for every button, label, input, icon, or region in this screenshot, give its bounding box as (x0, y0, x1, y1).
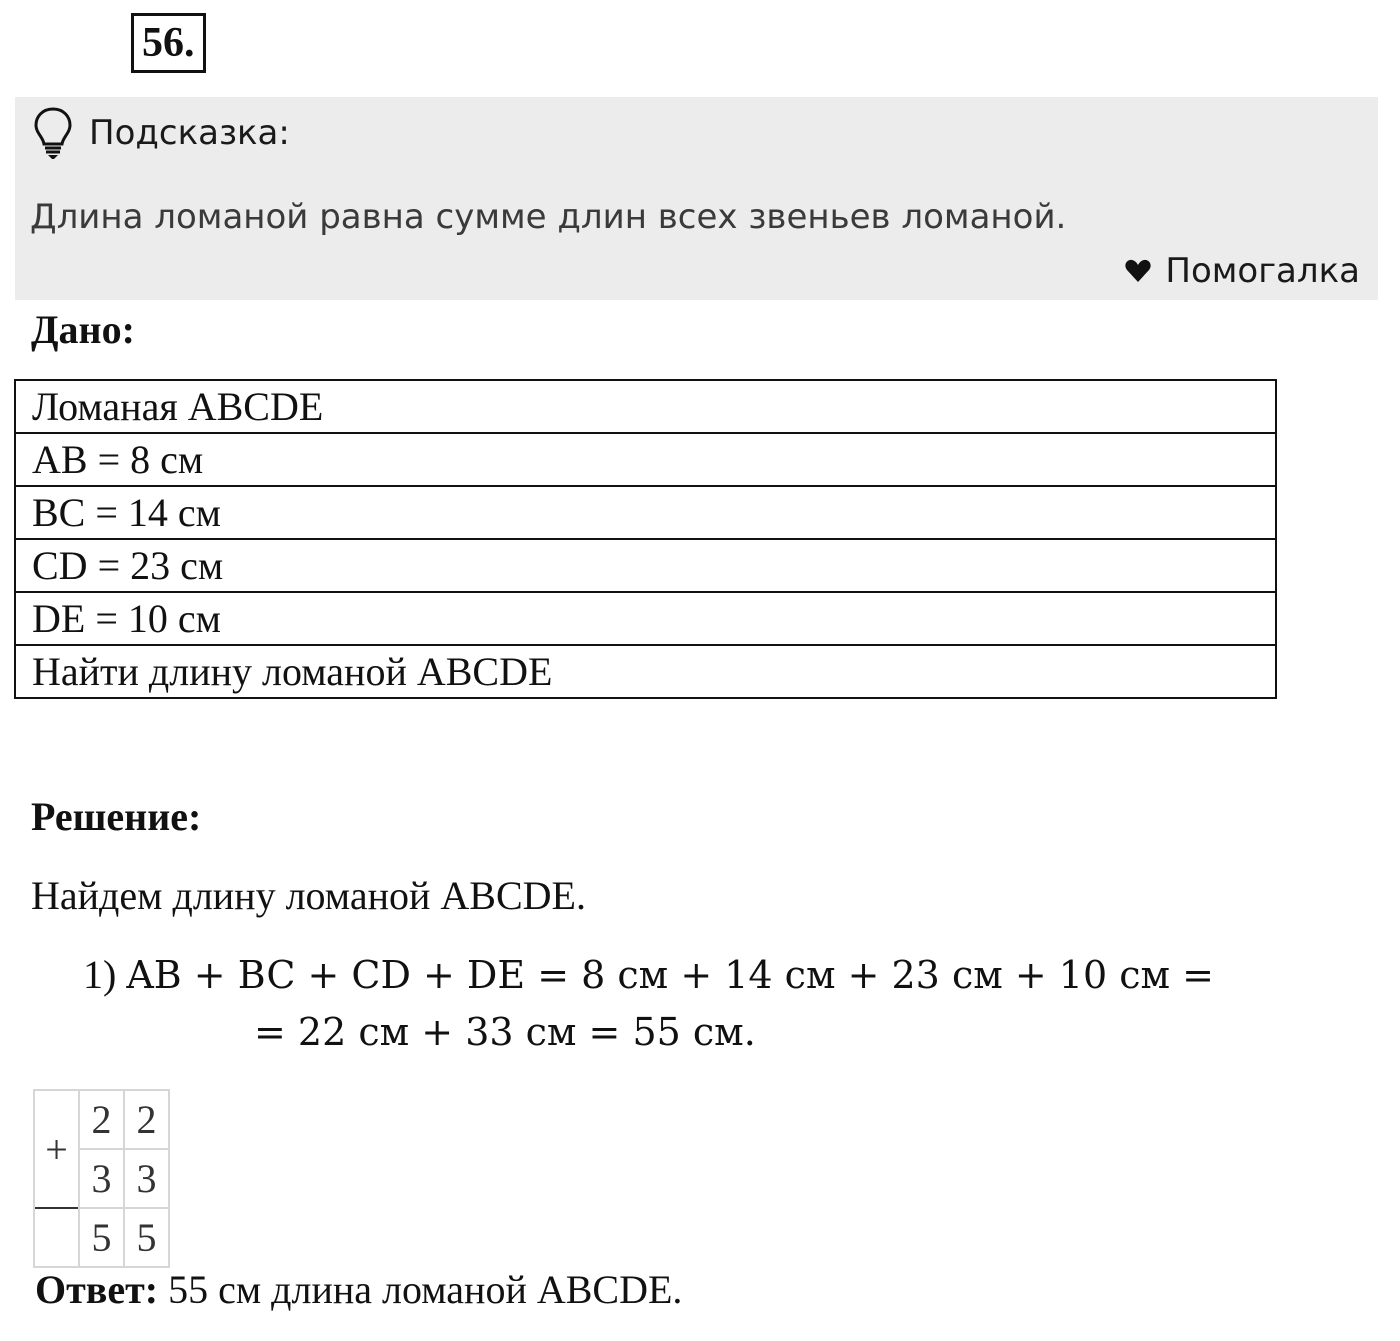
addend-2-digit-1: 3 (79, 1149, 124, 1208)
given-row-polyline: Ломаная ABCDE (15, 380, 1276, 433)
plus-sign: + (34, 1090, 79, 1208)
problem-number: 56. (131, 13, 206, 73)
sum-blank-cell (34, 1208, 79, 1267)
given-table (14, 379, 1277, 699)
given-title: Дано: (31, 307, 135, 352)
hint-header (33, 111, 290, 155)
hint-text: Длина ломаной равна сумме длин всех звеньев ломаной. (30, 197, 1067, 237)
step-equation-line-2: = 22 см + 33 см = 55 см. (254, 1010, 756, 1054)
given-row-de: DE = 10 см (15, 592, 1276, 645)
lightbulb-icon (33, 106, 73, 160)
solution-title: Решение: (31, 794, 202, 839)
addend-1-digit-1: 2 (79, 1090, 124, 1149)
sum-digit-1: 5 (79, 1208, 124, 1267)
answer (35, 1266, 682, 1313)
heart-icon (1125, 259, 1151, 283)
hint-box (15, 97, 1378, 300)
given-row-ab: AB = 8 см (15, 433, 1276, 486)
given-row-find: Найти длину ломаной ABCDE (15, 645, 1276, 698)
step-equation-line-1: AB + BC + CD + DE = 8 см + 14 см + 23 см + 10 см = (126, 953, 1214, 997)
addend-1-digit-2: 2 (124, 1090, 169, 1149)
sum-digit-2: 5 (124, 1208, 169, 1267)
given-row-cd: CD = 23 см (15, 539, 1276, 592)
brand-label (1125, 251, 1360, 291)
step-number: 1) (83, 952, 117, 997)
brand-name: Помогалка (1165, 251, 1360, 291)
answer-label: Ответ: (35, 1267, 159, 1312)
answer-text: 55 см длина ломаной ABCDE. (158, 1267, 683, 1312)
hint-title: Подсказка: (89, 113, 290, 153)
solution-step-1 (83, 951, 1214, 998)
given-row-bc: BC = 14 см (15, 486, 1276, 539)
addend-2-digit-2: 3 (124, 1149, 169, 1208)
column-addition (33, 1089, 170, 1268)
solution-intro: Найдем длину ломаной ABCDE. (31, 873, 586, 918)
